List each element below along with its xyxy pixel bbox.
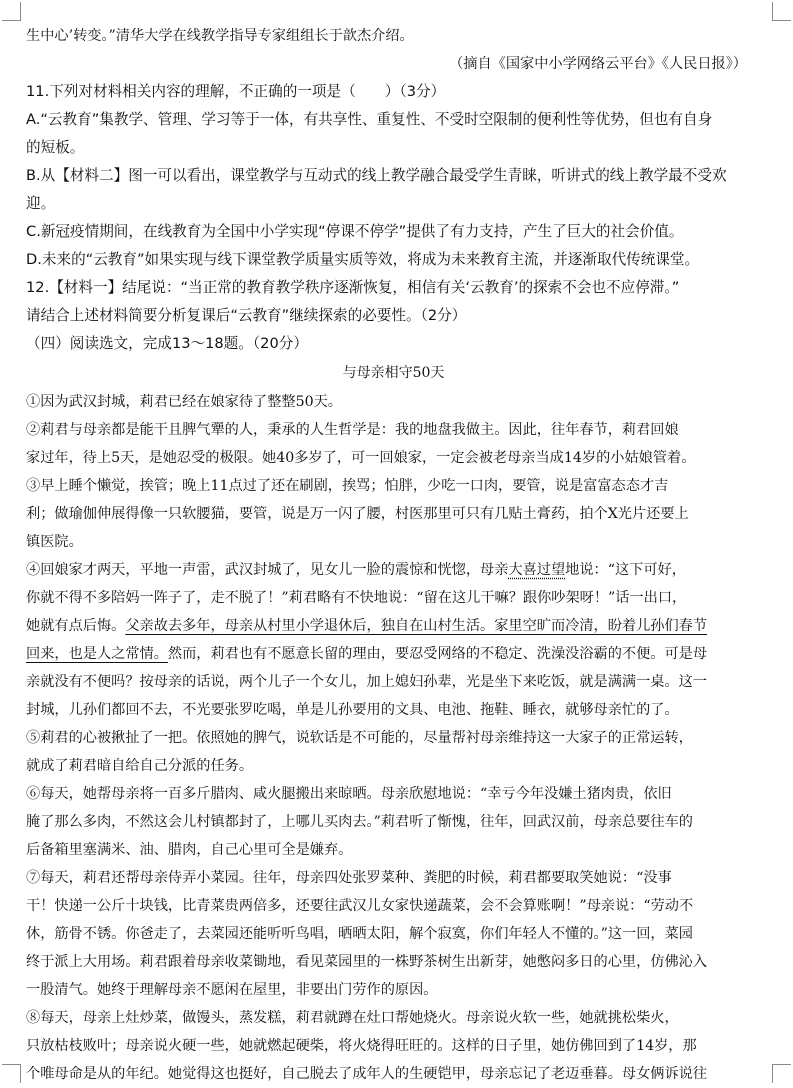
essay-paragraph-6-line2: 腌了那么多肉，不然这会儿村镇都封了，上哪儿买肉去。”莉君听了惭愧，往年，回武汉前，母亲总要往车的 <box>26 814 693 830</box>
essay-paragraph-5-line1: ⑤莉君的心被揪扯了一把。依照她的脾气，说软话是不可能的，尽量帮衬母亲维持这一大家子的正常运转， <box>26 730 693 746</box>
essay-paragraph-4-line6: 封城，儿孙们都回不去，不光要张罗吃喝，单是儿孙要用的文具、电池、拖鞋、睡衣，就够母亲忙的了。 <box>26 702 679 718</box>
essay-paragraph-8-line1: ⑧每天，母亲上灶炒菜，做馒头，蒸发糕，莉君就蹲在灶口帮她烧火。母亲说火软一些，她就挑松柴火， <box>26 1010 679 1026</box>
essay-paragraph-7-line5: 一股清气。她终于理解母亲不愿闲在屋里，非要出门劳作的原因。 <box>26 982 438 998</box>
essay-paragraph-4-line2: 你就不得不多陪妈一阵子了，走不脱了！”莉君略有不快地说：“留在这儿干嘛？跟你吵架呀！”话一出口， <box>26 590 687 606</box>
essay-paragraph-7-line3: 休，筋骨不锈。你爸走了，去菜园还能听听鸟唱，晒晒太阳，解个寂寞，你们年轻人不懂的。”这一回，菜园 <box>26 926 693 942</box>
essay-paragraph-3-line2: 利；做瑜伽伸展得像一只软腰猫，要管，说是万一闪了腰，村医那里可只有几贴土膏药，拍个X光片还要上 <box>26 506 689 522</box>
essay-paragraph-3-line3: 镇医院。 <box>26 534 83 550</box>
essay-paragraph-7-line1: ⑦每天，莉君还帮母亲侍弄小菜园。往年，母亲四处张罗菜种、粪肥的时候，莉君都要取笑她说：“没事 <box>26 870 672 886</box>
essay-paragraph-6-line3: 后备箱里塞满米、油、腊肉，自己心里可全是嫌弃。 <box>26 842 353 858</box>
essay-title: 与母亲相守50天 <box>342 365 445 381</box>
q11-option-d: D.未来的“云教育”如果实现与线下课堂教学质量实质等效，将成为未来教育主流，并逐渐取代传统课堂。 <box>26 251 700 268</box>
text-span: 地说：“这下可好， <box>565 562 686 578</box>
continued-line: 生中心’转变。”清华大学在线教学指导专家组组长于歆杰介绍。 <box>26 28 414 44</box>
source-citation: （摘自《国家中小学网络云平台》《人民日报》） <box>449 56 747 72</box>
essay-paragraph-2-line1: ②莉君与母亲都是能干且脾气犟的人，秉承的人生哲学是：我的地盘我做主。因此，往年春节，莉君回娘 <box>26 422 679 438</box>
q11-option-b-line1: B.从【材料二】图一可以看出，课堂教学与互动式的线上教学融合最受学生青睐，听讲式的线上教学最不受欢 <box>26 167 727 184</box>
essay-paragraph-4-line3 <box>26 612 761 640</box>
essay-paragraph-3-line1: ③早上睡个懒觉，挨管；晚上11点过了还在刷剧，挨骂；怕胖，少吃一口肉，要管，说是富富态态才吉 <box>26 478 669 494</box>
q11-option-b-line2: 迎。 <box>26 195 56 212</box>
q11-option-a-line1: A.“云教育”集教学、管理、学习等于一体，有共享性、重复性、不受时空限制的便利性等优势，但也有自身 <box>26 111 713 128</box>
dotted-phrase: 大喜过望 <box>508 562 566 578</box>
section-heading: （四）阅读选文，完成13～18题。（20分） <box>26 335 308 352</box>
essay-paragraph-4-line5: 亲就没有不便吗？按母亲的话说，两个儿子一个女儿，加上媳妇孙辈，光是坐下来吃饭，就是满满一桌。这一 <box>26 674 708 690</box>
essay <box>26 358 761 1088</box>
crop-mark-top-left <box>2 2 21 21</box>
crop-mark-bottom-right <box>772 1064 791 1083</box>
crop-mark-top-right <box>772 2 791 21</box>
q11-stem: 11.下列对材料相关内容的理解，不正确的一项是（ ）（3分） <box>26 83 446 100</box>
underlined-sentence: 回来，也是人之常情。 <box>26 646 168 662</box>
q12-line2: 请结合上述材料简要分析复课后“云教育”继续探索的必要性。（2分） <box>26 307 467 324</box>
essay-paragraph-8-line2: 只放枯枝败叶；母亲说火硬一些，她就燃起硬柴，将火烧得旺旺的。这样的日子里，她仿佛回到了14岁，那 <box>26 1038 697 1054</box>
text-span: ④回娘家才两天，平地一声雷，武汉封城了，见女儿一脸的震惊和恍惚，母亲 <box>26 562 509 578</box>
q12-line1: 12.【材料一】结尾说：“当正常的教育教学秩序逐渐恢复，相信有关‘云教育’的探索不会也不应停滞。” <box>26 279 680 296</box>
q11-option-a-line2: 的短板。 <box>26 139 85 156</box>
essay-paragraph-7-line2: 干！快递一公斤十块钱，比青菜贵两倍多，还要往武汉儿女家快递蔬菜，会不会算账啊！”母亲说：“劳动不 <box>26 898 694 914</box>
essay-paragraph-4-line1 <box>26 556 761 584</box>
essay-paragraph-1: ①因为武汉封城，莉君已经在娘家待了整整50天。 <box>26 394 342 410</box>
essay-paragraph-8-line3: 个唯母命是从的年纪。她觉得这也挺好，自己脱去了成年人的生硬铠甲，母亲忘记了老迈垂暮。母女俩诉说往 <box>26 1066 708 1082</box>
essay-paragraph-6-line1: ⑥每天，她帮母亲将一百多斤腊肉、咸火腿搬出来晾晒。母亲欣慰地说：“幸亏今年没嫌土猪肉贵，依旧 <box>26 786 672 802</box>
underlined-sentence: 父亲故去多年，母亲从村里小学退休后，独自在山村生活。家里空旷而冷清，盼着儿孙们春节 <box>125 618 708 634</box>
page-content <box>26 22 761 1088</box>
text-span: 她就有点后悔。 <box>26 618 126 634</box>
essay-paragraph-4-line4 <box>26 640 761 668</box>
question-11 <box>26 78 761 274</box>
essay-paragraph-2-line2: 家过年，待上5天，是她忍受的极限。她40多岁了，可一回娘家，一定会被老母亲当成14岁的小姑娘管着。 <box>26 450 696 466</box>
crop-mark-bottom-left <box>2 1064 21 1083</box>
essay-paragraph-5-line2: 就成了莉君暗自给自己分派的任务。 <box>26 758 254 774</box>
question-12 <box>26 274 761 330</box>
q11-option-c: C.新冠疫情期间，在线教育为全国中小学实现“停课不停学”提供了有力支持，产生了巨大的社会价值。 <box>26 223 684 240</box>
essay-paragraph-7-line4: 终于派上大用场。莉君跟着母亲收菜锄地，看见菜园里的一株野茶树生出新芽，她憋闷多日的心里，仿佛沁入 <box>26 954 708 970</box>
text-span: 然而，莉君也有不愿意长留的理由，要忍受网络的不稳定、洗澡没浴霸的不便。可是母 <box>167 646 708 662</box>
